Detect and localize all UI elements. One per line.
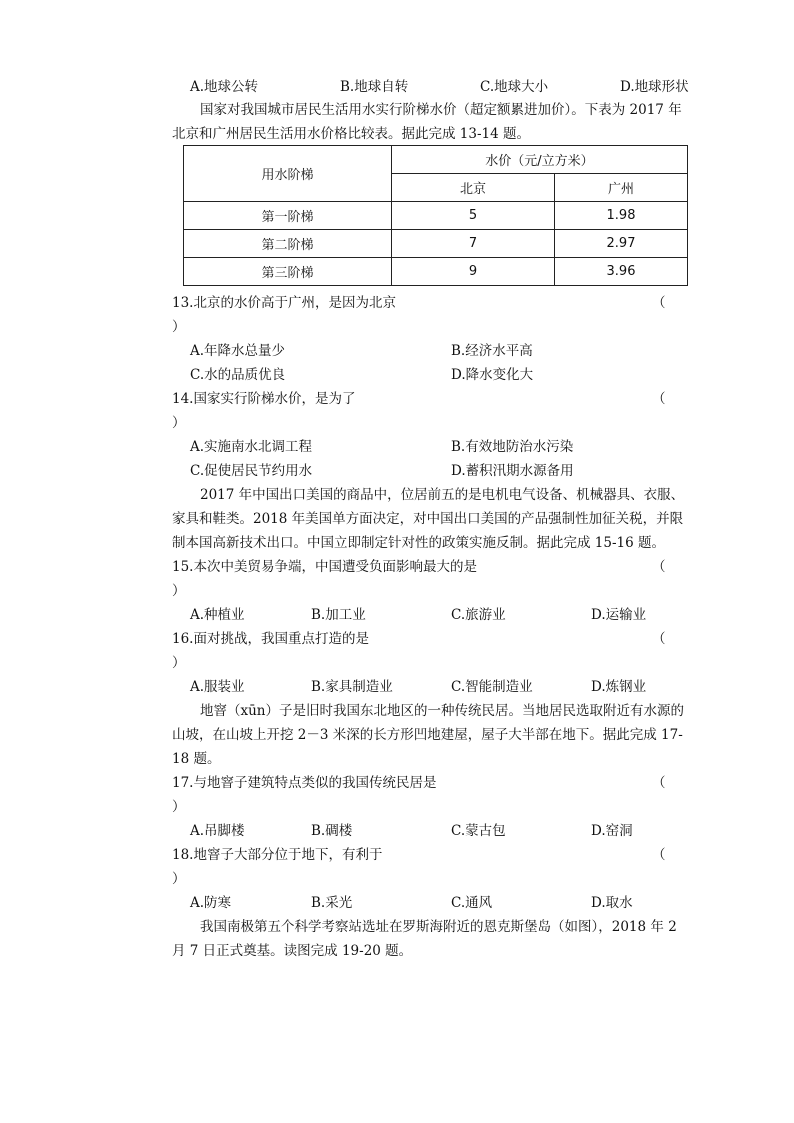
table-header-beijing: 北京 bbox=[392, 174, 555, 202]
q18-option-b: B.采光 bbox=[311, 895, 353, 911]
q16-answer-close: ） bbox=[172, 655, 186, 671]
q18-option-d: D.取水 bbox=[591, 895, 633, 911]
q14-answer-close: ） bbox=[172, 415, 186, 431]
intro-13-14-line-1: 国家对我国城市居民生活用水实行阶梯水价（超定额累进加价）。下表为 2017 年 bbox=[200, 102, 682, 118]
intro-19-20-line-2: 月 7 日正式奠基。读图完成 19-20 题。 bbox=[172, 943, 413, 959]
table-row bbox=[184, 230, 688, 258]
q13-answer-close: ） bbox=[172, 319, 186, 335]
q13-option-c: C.水的品质优良 bbox=[190, 367, 286, 383]
table-cell-beijing: 5 bbox=[392, 202, 555, 230]
q13-answer-open: （ bbox=[652, 295, 666, 311]
q13-stem: 13.北京的水价高于广州，是因为北京 bbox=[172, 295, 396, 311]
q14-answer-open: （ bbox=[652, 391, 666, 407]
intro-15-16-line-1: 2017 年中国出口美国的商品中，位居前五的是电机电气设备、机械器具、衣服、 bbox=[200, 487, 685, 503]
intro-15-16-line-3: 制本国高新技术出口。中国立即制定针对性的政策实施反制。据此完成 15-16 题。 bbox=[172, 535, 665, 551]
q13-option-b: B.经济水平高 bbox=[451, 343, 533, 359]
water-price-table bbox=[183, 145, 688, 286]
q17-option-b: B.碉楼 bbox=[311, 823, 353, 839]
table-header-guangzhou: 广州 bbox=[555, 174, 688, 202]
table-cell-beijing: 9 bbox=[392, 258, 555, 286]
q15-option-d: D.运输业 bbox=[591, 607, 647, 623]
q12-option-c: C.地球大小 bbox=[480, 79, 549, 95]
q17-answer-open: （ bbox=[652, 775, 666, 791]
table-header-tier: 用水阶梯 bbox=[184, 146, 392, 202]
intro-19-20-line-1: 我国南极第五个科学考察站选址在罗斯海附近的恩克斯堡岛（如图），2018 年 2 bbox=[200, 919, 677, 935]
q14-option-d: D.蓄积汛期水源备用 bbox=[451, 463, 574, 479]
intro-13-14-line-2: 北京和广州居民生活用水价格比较表。据此完成 13-14 题。 bbox=[172, 126, 530, 142]
q15-stem: 15.本次中美贸易争端，中国遭受负面影响最大的是 bbox=[172, 559, 477, 575]
q17-answer-close: ） bbox=[172, 799, 186, 815]
intro-17-18-line-3: 18 题。 bbox=[172, 751, 221, 767]
q15-option-b: B.加工业 bbox=[311, 607, 366, 623]
table-cell-guangzhou: 1.98 bbox=[555, 202, 688, 230]
q12-option-d: D.地球形状 bbox=[620, 79, 689, 95]
table-cell-beijing: 7 bbox=[392, 230, 555, 258]
q17-option-d: D.窑洞 bbox=[591, 823, 633, 839]
q15-option-a: A.种植业 bbox=[190, 607, 245, 623]
table-cell-guangzhou: 2.97 bbox=[555, 230, 688, 258]
q16-answer-open: （ bbox=[652, 631, 666, 647]
q18-option-a: A.防寒 bbox=[190, 895, 232, 911]
intro-17-18-line-1: 地窨（xūn）子是旧时我国东北地区的一种传统民居。当地居民选取附近有水源的 bbox=[200, 703, 685, 719]
q13-option-d: D.降水变化大 bbox=[451, 367, 534, 383]
table-row bbox=[184, 258, 688, 286]
q18-answer-close: ） bbox=[172, 871, 186, 887]
q18-answer-open: （ bbox=[652, 847, 666, 863]
q14-stem: 14.国家实行阶梯水价，是为了 bbox=[172, 391, 356, 407]
q12-option-b: B.地球自转 bbox=[340, 79, 409, 95]
q18-stem: 18.地窨子大部分位于地下，有利于 bbox=[172, 847, 383, 863]
q14-option-a: A.实施南水北调工程 bbox=[190, 439, 313, 455]
q17-option-a: A.吊脚楼 bbox=[190, 823, 245, 839]
q15-option-c: C.旅游业 bbox=[451, 607, 506, 623]
q15-answer-close: ） bbox=[172, 583, 186, 599]
q16-option-a: A.服装业 bbox=[190, 679, 245, 695]
q13-option-a: A.年降水总量少 bbox=[190, 343, 286, 359]
table-cell-tier: 第三阶梯 bbox=[184, 258, 392, 286]
table-cell-tier: 第一阶梯 bbox=[184, 202, 392, 230]
intro-17-18-line-2: 山坡，在山坡上开挖 2－3 米深的长方形凹地建屋，屋子大半部在地下。据此完成 17- bbox=[172, 727, 683, 743]
q12-option-a: A.地球公转 bbox=[190, 79, 259, 95]
q18-option-c: C.通风 bbox=[451, 895, 493, 911]
q17-stem: 17.与地窨子建筑特点类似的我国传统民居是 bbox=[172, 775, 437, 791]
intro-15-16-line-2: 家具和鞋类。2018 年美国单方面决定，对中国出口美国的产品强制性加征关税，并限 bbox=[172, 511, 684, 527]
table-cell-tier: 第二阶梯 bbox=[184, 230, 392, 258]
q17-option-c: C.蒙古包 bbox=[451, 823, 506, 839]
q16-option-c: C.智能制造业 bbox=[451, 679, 533, 695]
table-header-price: 水价（元/立方米） bbox=[392, 146, 688, 174]
q14-option-b: B.有效地防治水污染 bbox=[451, 439, 574, 455]
q16-stem: 16.面对挑战，我国重点打造的是 bbox=[172, 631, 369, 647]
q16-option-b: B.家具制造业 bbox=[311, 679, 393, 695]
table-cell-guangzhou: 3.96 bbox=[555, 258, 688, 286]
q15-answer-open: （ bbox=[652, 559, 666, 575]
table-row bbox=[184, 202, 688, 230]
q16-option-d: D.炼钢业 bbox=[591, 679, 647, 695]
q14-option-c: C.促使居民节约用水 bbox=[190, 463, 313, 479]
